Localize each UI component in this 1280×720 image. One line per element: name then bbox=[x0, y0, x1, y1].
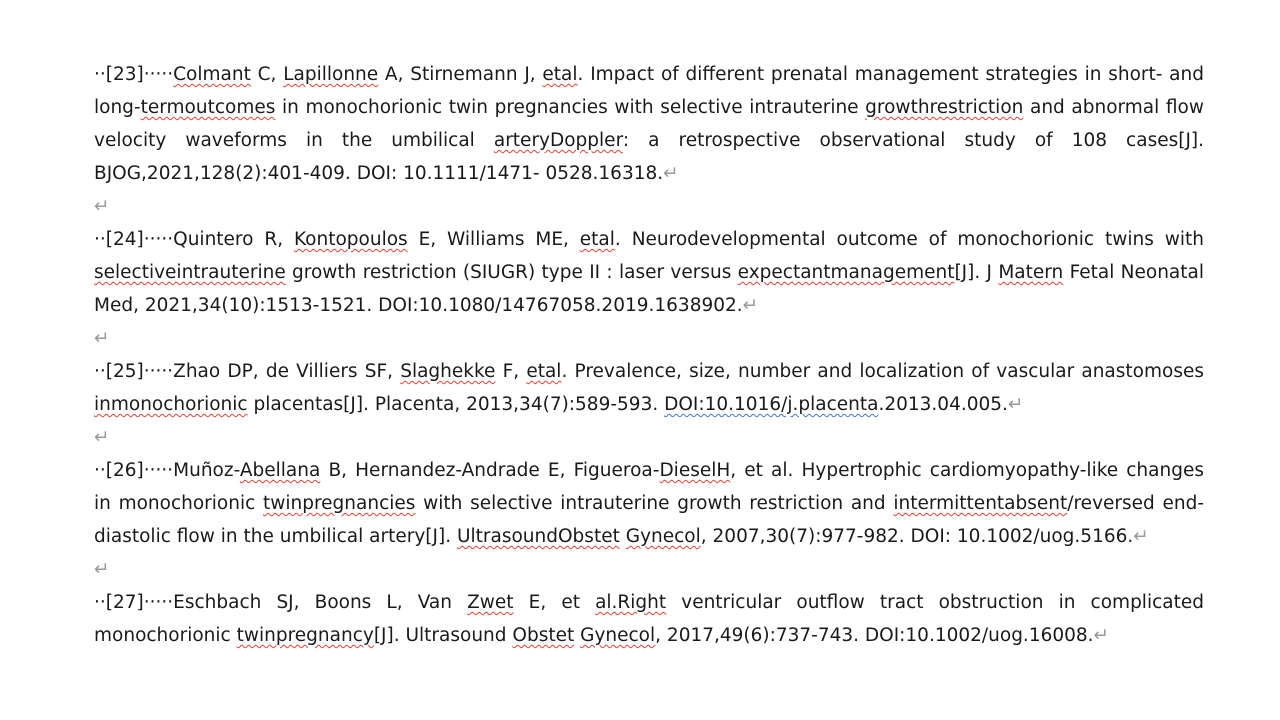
spellcheck-flagged-word[interactable]: etal bbox=[542, 64, 578, 85]
spellcheck-flagged-word[interactable]: Lapillonne bbox=[283, 64, 379, 85]
spellcheck-flagged-word[interactable]: Colmant bbox=[173, 64, 251, 85]
reference-text: E, Williams ME, bbox=[407, 229, 580, 250]
reference-number: ··[23]····· bbox=[94, 64, 174, 85]
reference-number: ··[25]····· bbox=[94, 361, 174, 382]
spellcheck-flagged-word[interactable]: Abellana bbox=[239, 460, 321, 481]
reference-text: Zhao DP, de Villiers SF, bbox=[173, 361, 401, 382]
spellcheck-flagged-word[interactable]: expectantmanagement bbox=[737, 262, 955, 283]
reference-text: and abnormal flow velocity waveforms in the umbilical bbox=[94, 97, 1204, 151]
reference-text: , 2007,30(7):977-982. DOI: 10.1002/uog.5166. bbox=[700, 526, 1134, 547]
spellcheck-flagged-word[interactable]: selectiveintrauterine bbox=[94, 262, 286, 283]
spellcheck-flagged-word[interactable]: etal bbox=[579, 229, 615, 250]
reference-text: B, Hernandez-Andrade E, Figueroa- bbox=[320, 460, 660, 481]
reference-text: Eschbach SJ, Boons L, Van bbox=[173, 592, 468, 613]
reference-text: . Impact of different prenatal management strategies in short- and long- bbox=[94, 64, 1204, 118]
reference-text: /reversed end-diastolic flow in the umbilical artery[J]. bbox=[94, 493, 1204, 547]
spellcheck-flagged-word[interactable]: Gynecol bbox=[625, 526, 701, 547]
reference-text: Fetal Neonatal Med, 2021,34(10):1513-1521. DOI:10.1080/14767058.2019.1638902. bbox=[94, 262, 1204, 316]
spellcheck-flagged-word[interactable]: Matern bbox=[998, 262, 1064, 283]
spellcheck-flagged-word[interactable]: UltrasoundObstet bbox=[456, 526, 620, 547]
document-page[interactable] bbox=[94, 58, 1204, 652]
reference-text: [J]. Ultrasound bbox=[373, 625, 513, 646]
spellcheck-flagged-word[interactable]: arteryDoppler bbox=[493, 130, 623, 151]
spellcheck-flagged-word[interactable]: Slaghekke bbox=[400, 361, 496, 382]
paragraph-mark-icon: ↵ bbox=[663, 163, 679, 184]
paragraph-mark-icon: ↵ bbox=[94, 196, 110, 217]
spellcheck-flagged-word[interactable]: termoutcomes bbox=[140, 97, 276, 118]
spellcheck-flagged-word[interactable]: inmonochorionic bbox=[94, 394, 248, 415]
paragraph-mark-icon: ↵ bbox=[94, 328, 110, 349]
reference-text: : a retrospective observational study of 108 cases[J]. BJOG,2021,128(2):401-409. DOI: 10.1111/1471- 0528.16318. bbox=[94, 130, 1204, 184]
empty-paragraph[interactable] bbox=[94, 553, 1204, 586]
paragraph-mark-icon: ↵ bbox=[1093, 625, 1110, 646]
spellcheck-flagged-word[interactable]: twinpregnancy bbox=[236, 625, 374, 646]
reference-text: F, bbox=[495, 361, 527, 382]
spellcheck-flagged-word[interactable]: growthrestriction bbox=[865, 97, 1024, 118]
spellcheck-flagged-word[interactable]: Gynecol bbox=[580, 625, 656, 646]
paragraph-mark-icon: ↵ bbox=[94, 427, 110, 448]
empty-paragraph[interactable] bbox=[94, 322, 1204, 355]
reference-text: E, et bbox=[513, 592, 596, 613]
reference-number: ··[26]····· bbox=[94, 460, 174, 481]
reference-paragraph[interactable] bbox=[94, 223, 1204, 322]
reference-text: in monochorionic twin pregnancies with selective intrauterine bbox=[275, 97, 866, 118]
reference-text: . Neurodevelopmental outcome of monochorionic twins with bbox=[614, 229, 1204, 250]
reference-text: .2013.04.005. bbox=[878, 394, 1008, 415]
reference-text: C, bbox=[250, 64, 284, 85]
reference-text: . Prevalence, size, number and localization of vascular anastomoses bbox=[561, 361, 1204, 382]
spellcheck-flagged-word[interactable]: Kontopoulos bbox=[293, 229, 408, 250]
spellcheck-flagged-word[interactable]: Zwet bbox=[467, 592, 514, 613]
reference-number: ··[24]····· bbox=[94, 229, 174, 250]
reference-number: ··[27]····· bbox=[94, 592, 174, 613]
reference-paragraph[interactable] bbox=[94, 454, 1204, 553]
reference-text: placentas[J]. Placenta, 2013,34(7):589-593. bbox=[247, 394, 665, 415]
reference-text: [J]. J bbox=[954, 262, 999, 283]
empty-paragraph[interactable] bbox=[94, 190, 1204, 223]
spellcheck-flagged-word[interactable]: DOI:10.1016/j.placenta bbox=[664, 394, 879, 415]
reference-text: growth restriction (SIUGR) type II : laser versus bbox=[285, 262, 738, 283]
reference-text: with selective intrauterine growth restriction and bbox=[415, 493, 894, 514]
reference-text: , 2017,49(6):737-743. DOI:10.1002/uog.16008. bbox=[655, 625, 1094, 646]
paragraph-mark-icon: ↵ bbox=[1133, 526, 1149, 547]
spellcheck-flagged-word[interactable]: al.Right bbox=[595, 592, 667, 613]
paragraph-mark-icon: ↵ bbox=[1007, 394, 1024, 415]
empty-paragraph[interactable] bbox=[94, 421, 1204, 454]
paragraph-mark-icon: ↵ bbox=[94, 559, 110, 580]
spellcheck-flagged-word[interactable]: DieselH bbox=[659, 460, 731, 481]
reference-text: Quintero R, bbox=[173, 229, 294, 250]
reference-text: ventricular outflow tract obstruction in complicated monochorionic bbox=[94, 592, 1204, 646]
reference-text: , et al. Hypertrophic cardiomyopathy-like changes in monochorionic bbox=[94, 460, 1204, 514]
spellcheck-flagged-word[interactable]: Obstet bbox=[512, 625, 575, 646]
spellcheck-flagged-word[interactable]: intermittentabsent bbox=[893, 493, 1068, 514]
paragraph-mark-icon: ↵ bbox=[742, 295, 759, 316]
reference-paragraph[interactable] bbox=[94, 355, 1204, 421]
spellcheck-flagged-word[interactable]: etal bbox=[526, 361, 562, 382]
spellcheck-flagged-word[interactable]: twinpregnancies bbox=[262, 493, 416, 514]
reference-paragraph[interactable] bbox=[94, 58, 1204, 190]
reference-text: Muñoz- bbox=[173, 460, 240, 481]
reference-text: A, Stirnemann J, bbox=[378, 64, 543, 85]
reference-paragraph[interactable] bbox=[94, 586, 1204, 652]
